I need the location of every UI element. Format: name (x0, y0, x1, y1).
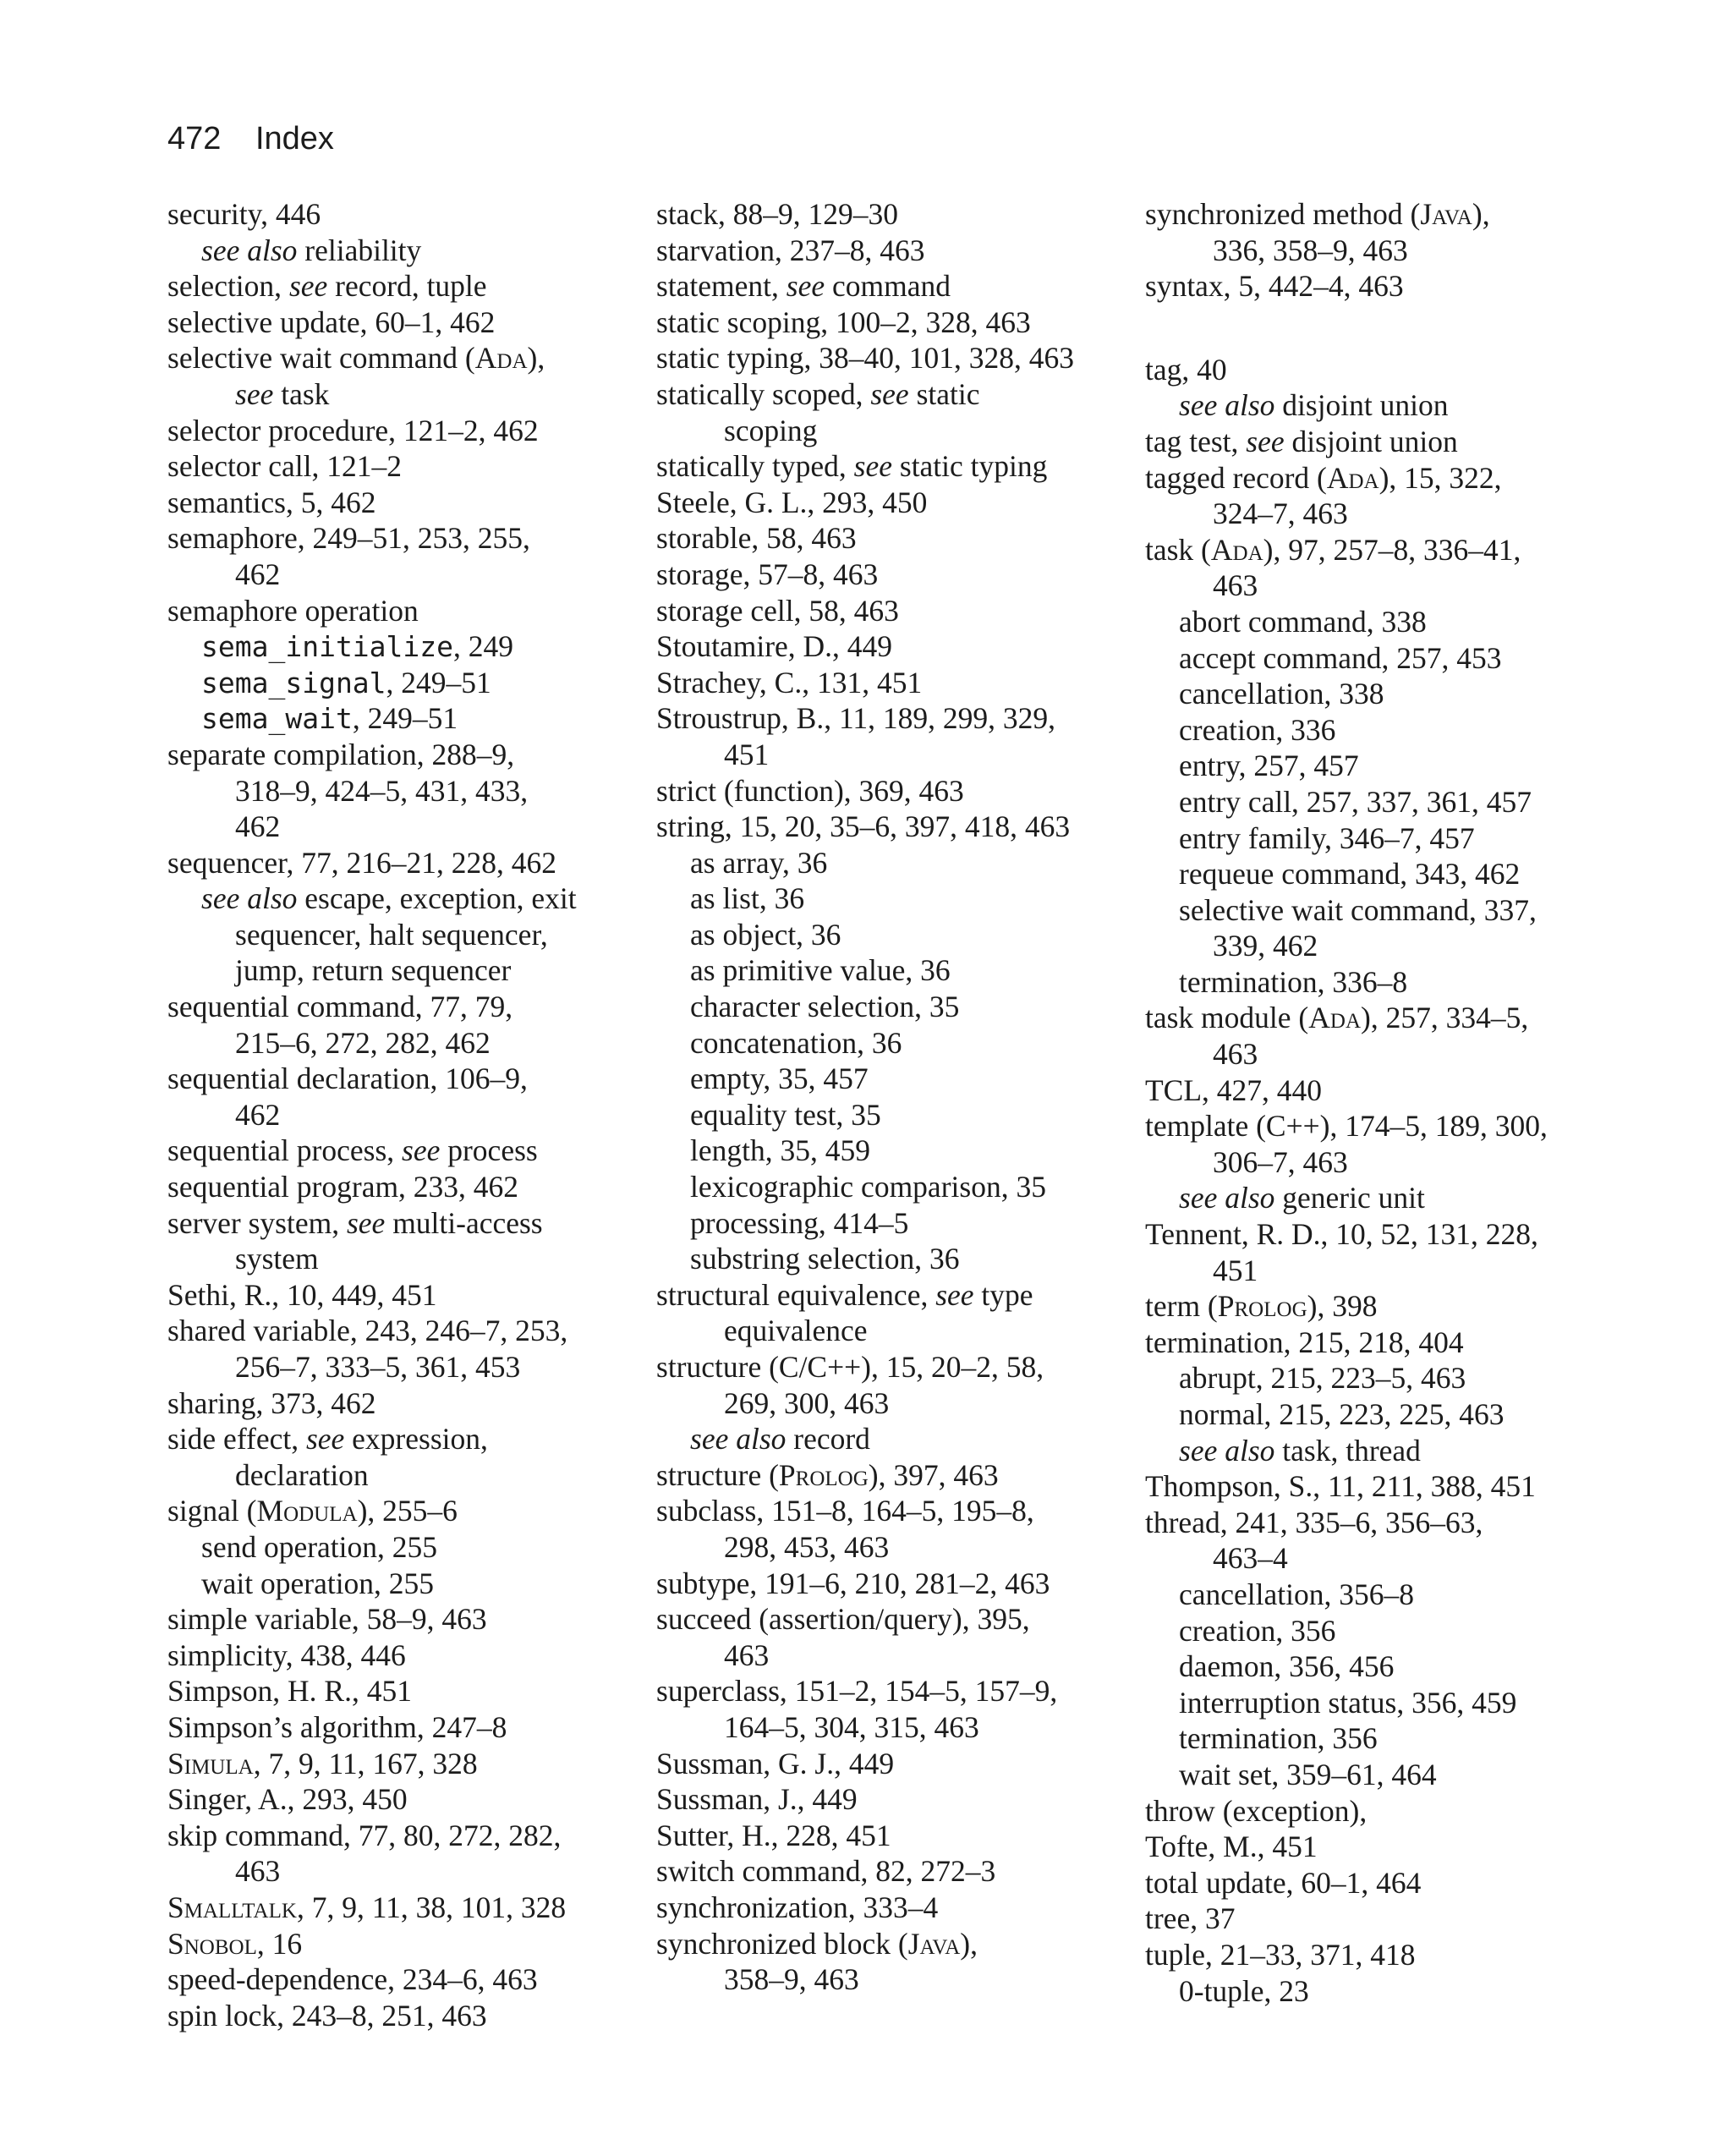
index-entry: tagged record (Ada), 15, 322, (1145, 460, 1502, 495)
index-subentry: selective wait command, 337, (1179, 892, 1537, 927)
index-subentry: as primitive value, 36 (690, 953, 951, 988)
index-entry: Smalltalk, 7, 9, 11, 38, 101, 328 (167, 1890, 567, 1924)
index-entry: sequencer, halt sequencer, (235, 917, 548, 952)
index-entry: security, 446 (167, 197, 321, 231)
index-subentry: see also generic unit (1179, 1181, 1425, 1215)
index-entry: 463–4 (1213, 1541, 1288, 1576)
index-subentry: see also task, thread (1179, 1433, 1421, 1468)
index-subentry: see also record (690, 1422, 870, 1457)
section-title: Index (255, 121, 334, 156)
index-entry: structure (Prolog), 397, 463 (656, 1457, 999, 1492)
index-entry: termination, 215, 218, 404 (1145, 1325, 1464, 1359)
index-entry: 462 (235, 1097, 281, 1132)
index-entry: selector call, 121–2 (167, 449, 402, 484)
index-entry: subclass, 151–8, 164–5, 195–8, (656, 1494, 1034, 1528)
index-subentry: entry family, 346–7, 457 (1179, 820, 1475, 855)
index-entry: sequential command, 77, 79, (167, 990, 513, 1024)
index-subentry: send operation, 255 (201, 1529, 438, 1564)
index-column-3 (1145, 196, 1548, 2009)
index-subentry: processing, 414–5 (690, 1205, 909, 1240)
index-entry: shared variable, 243, 246–7, 253, (167, 1314, 568, 1348)
index-subentry: requeue command, 343, 462 (1179, 857, 1521, 891)
index-entry: see task (235, 376, 330, 411)
index-entry: statement, see command (656, 269, 951, 304)
index-entry: 462 (235, 809, 281, 844)
index-entry: semaphore, 249–51, 253, 255, (167, 521, 530, 556)
index-subentry: lexicographic comparison, 35 (690, 1170, 1046, 1204)
index-entry: 269, 300, 463 (724, 1385, 890, 1420)
index-entry: sequential declaration, 106–9, (167, 1062, 528, 1096)
index-subentry: sema_initialize, 249 (201, 629, 514, 664)
index-entry: starvation, 237–8, 463 (656, 233, 925, 267)
index-entry: 462 (235, 557, 281, 591)
index-entry: Thompson, S., 11, 211, 388, 451 (1145, 1469, 1536, 1504)
index-entry: switch command, 82, 272–3 (656, 1854, 996, 1889)
index-subentry: accept command, 257, 453 (1179, 640, 1502, 675)
index-entry: selective wait command (Ada), (167, 341, 545, 376)
index-subentry: creation, 356 (1179, 1613, 1336, 1648)
index-entry: tree, 37 (1145, 1901, 1236, 1936)
index-subentry: as array, 36 (690, 845, 828, 880)
index-entry: 164–5, 304, 315, 463 (724, 1709, 979, 1744)
index-entry: succeed (assertion/query), 395, (656, 1602, 1030, 1637)
index-entry: Simpson, H. R., 451 (167, 1674, 412, 1709)
index-entry: 318–9, 424–5, 431, 433, (235, 773, 529, 808)
index-entry: template (C++), 174–5, 189, 300, (1145, 1109, 1548, 1144)
index-entry: semaphore operation (167, 593, 419, 628)
index-subentry: character selection, 35 (690, 990, 960, 1024)
index-subentry: wait operation, 255 (201, 1566, 435, 1600)
index-entry: declaration (235, 1457, 369, 1492)
index-subentry: termination, 336–8 (1179, 964, 1408, 999)
index-entry: Simpson’s algorithm, 247–8 (167, 1709, 507, 1744)
index-subentry: equality test, 35 (690, 1097, 881, 1132)
index-entry: speed-dependence, 234–6, 463 (167, 1962, 538, 1997)
index-entry: synchronized block (Java), (656, 1926, 978, 1961)
index-entry: tag, 40 (1145, 352, 1227, 387)
index-entry: selective update, 60–1, 462 (167, 304, 496, 339)
index-entry: selector procedure, 121–2, 462 (167, 413, 539, 447)
index-subentry: termination, 356 (1179, 1721, 1378, 1756)
index-entry: synchronization, 333–4 (656, 1890, 939, 1924)
index-entry: task (Ada), 97, 257–8, 336–41, (1145, 532, 1521, 567)
index-entry: stack, 88–9, 129–30 (656, 197, 898, 231)
index-entry: 298, 453, 463 (724, 1529, 890, 1564)
index-subentry: length, 35, 459 (690, 1133, 870, 1168)
index-subentry: creation, 336 (1179, 712, 1336, 747)
index-entry: 451 (724, 737, 770, 771)
index-entry: 463 (724, 1638, 770, 1672)
section-gap (1145, 304, 1548, 352)
index-subentry: see also disjoint union (1179, 388, 1449, 423)
index-entry: spin lock, 243–8, 251, 463 (167, 1998, 487, 2033)
index-entry: task module (Ada), 257, 334–5, (1145, 1001, 1529, 1035)
index-entry: 306–7, 463 (1213, 1144, 1348, 1179)
index-subentry: wait set, 359–61, 464 (1179, 1757, 1437, 1791)
index-entry: throw (exception), (1145, 1793, 1368, 1828)
index-entry: term (Prolog), 398 (1145, 1289, 1378, 1324)
index-entry: Stoutamire, D., 449 (656, 629, 893, 664)
index-subentry: empty, 35, 457 (690, 1062, 869, 1096)
index-entry: Stroustrup, B., 11, 189, 299, 329, (656, 701, 1056, 736)
index-entry: simple variable, 58–9, 463 (167, 1602, 487, 1637)
index-entry: synchronized method (Java), (1145, 197, 1490, 231)
index-column-2 (656, 196, 1074, 1998)
index-entry: total update, 60–1, 464 (1145, 1865, 1422, 1900)
index-entry: side effect, see expression, (167, 1422, 488, 1457)
index-entry: 463 (235, 1854, 281, 1889)
index-entry: storage, 57–8, 463 (656, 557, 879, 591)
index-entry: syntax, 5, 442–4, 463 (1145, 269, 1404, 304)
index-entry: jump, return sequencer (235, 953, 512, 988)
index-entry: Sussman, J., 449 (656, 1782, 858, 1817)
index-entry: statically typed, see static typing (656, 449, 1048, 484)
index-subentry: concatenation, 36 (690, 1025, 902, 1060)
index-entry: structure (C/C++), 15, 20–2, 58, (656, 1350, 1044, 1384)
index-entry: Strachey, C., 131, 451 (656, 665, 923, 699)
index-subentry: as object, 36 (690, 917, 841, 952)
index-subentry: sema_signal, 249–51 (201, 665, 491, 699)
index-entry: sequential program, 233, 462 (167, 1170, 519, 1204)
index-subentry: substring selection, 36 (690, 1242, 960, 1276)
index-entry: sequencer, 77, 216–21, 228, 462 (167, 845, 556, 880)
index-subentry: entry call, 257, 337, 361, 457 (1179, 784, 1532, 819)
index-subentry: abort command, 338 (1179, 604, 1427, 639)
index-entry: superclass, 151–2, 154–5, 157–9, (656, 1674, 1058, 1709)
page-header (167, 118, 334, 159)
index-entry: system (235, 1242, 319, 1276)
index-subentry: normal, 215, 223, 225, 463 (1179, 1397, 1505, 1431)
index-entry: Simula, 7, 9, 11, 167, 328 (167, 1746, 478, 1780)
index-entry: Snobol, 16 (167, 1926, 303, 1961)
index-entry: Sutter, H., 228, 451 (656, 1818, 891, 1852)
index-entry: Singer, A., 293, 450 (167, 1782, 408, 1817)
index-subentry: 0-tuple, 23 (1179, 1973, 1309, 2008)
index-entry: TCL, 427, 440 (1145, 1073, 1323, 1107)
index-entry: equivalence (724, 1314, 868, 1348)
index-entry: 463 (1213, 1037, 1258, 1072)
index-entry: simplicity, 438, 446 (167, 1638, 406, 1672)
index-subentry: as list, 36 (690, 881, 805, 916)
index-entry: 324–7, 463 (1213, 496, 1348, 531)
index-subentry: cancellation, 338 (1179, 677, 1384, 711)
index-entry: storage cell, 58, 463 (656, 593, 899, 628)
index-entry: thread, 241, 335–6, 356–63, (1145, 1505, 1483, 1539)
index-entry: strict (function), 369, 463 (656, 773, 964, 808)
index-column-1 (167, 196, 577, 2033)
index-subentry: interruption status, 356, 459 (1179, 1685, 1517, 1720)
page-number: 472 (167, 121, 222, 156)
index-entry: subtype, 191–6, 210, 281–2, 463 (656, 1566, 1050, 1600)
index-entry: scoping (724, 413, 818, 447)
index-subentry: daemon, 356, 456 (1179, 1649, 1395, 1684)
index-entry: sequential process, see process (167, 1133, 538, 1168)
index-entry: 215–6, 272, 282, 462 (235, 1025, 491, 1060)
index-subentry: cancellation, 356–8 (1179, 1577, 1414, 1611)
index-subentry: abrupt, 215, 223–5, 463 (1179, 1361, 1466, 1396)
index-entry: static typing, 38–40, 101, 328, 463 (656, 341, 1075, 376)
index-entry: statically scoped, see static (656, 376, 980, 411)
index-entry: storable, 58, 463 (656, 521, 857, 556)
index-entry: Tofte, M., 451 (1145, 1830, 1318, 1864)
index-entry: Sussman, G. J., 449 (656, 1746, 895, 1780)
index-entry: signal (Modula), 255–6 (167, 1494, 458, 1528)
index-entry: sharing, 373, 462 (167, 1385, 376, 1420)
index-entry: Steele, G. L., 293, 450 (656, 485, 928, 519)
index-entry: selection, see record, tuple (167, 269, 487, 304)
index-subentry: sema_wait, 249–51 (201, 701, 458, 736)
index-entry: semantics, 5, 462 (167, 485, 376, 519)
index-entry: Tennent, R. D., 10, 52, 131, 228, (1145, 1217, 1538, 1252)
index-entry: structural equivalence, see type (656, 1277, 1033, 1312)
index-subentry: entry, 257, 457 (1179, 749, 1359, 783)
index-entry: server system, see multi-access (167, 1205, 543, 1240)
index-entry: separate compilation, 288–9, (167, 737, 515, 771)
index-subentry: see also reliability (201, 233, 422, 267)
index-entry: tuple, 21–33, 371, 418 (1145, 1937, 1416, 1972)
index-entry: 451 (1213, 1253, 1258, 1287)
index-entry: 339, 462 (1213, 929, 1318, 963)
index-entry: 336, 358–9, 463 (1213, 233, 1408, 267)
index-entry: 256–7, 333–5, 361, 453 (235, 1350, 521, 1384)
index-entry: 463 (1213, 568, 1258, 603)
index-entry: Sethi, R., 10, 449, 451 (167, 1277, 437, 1312)
index-entry: skip command, 77, 80, 272, 282, (167, 1818, 562, 1852)
index-entry: string, 15, 20, 35–6, 397, 418, 463 (656, 809, 1071, 844)
index-entry: 358–9, 463 (724, 1962, 859, 1997)
index-entry: static scoping, 100–2, 328, 463 (656, 304, 1031, 339)
index-entry: tag test, see disjoint union (1145, 424, 1458, 458)
index-subentry: see also escape, exception, exit (201, 881, 577, 916)
